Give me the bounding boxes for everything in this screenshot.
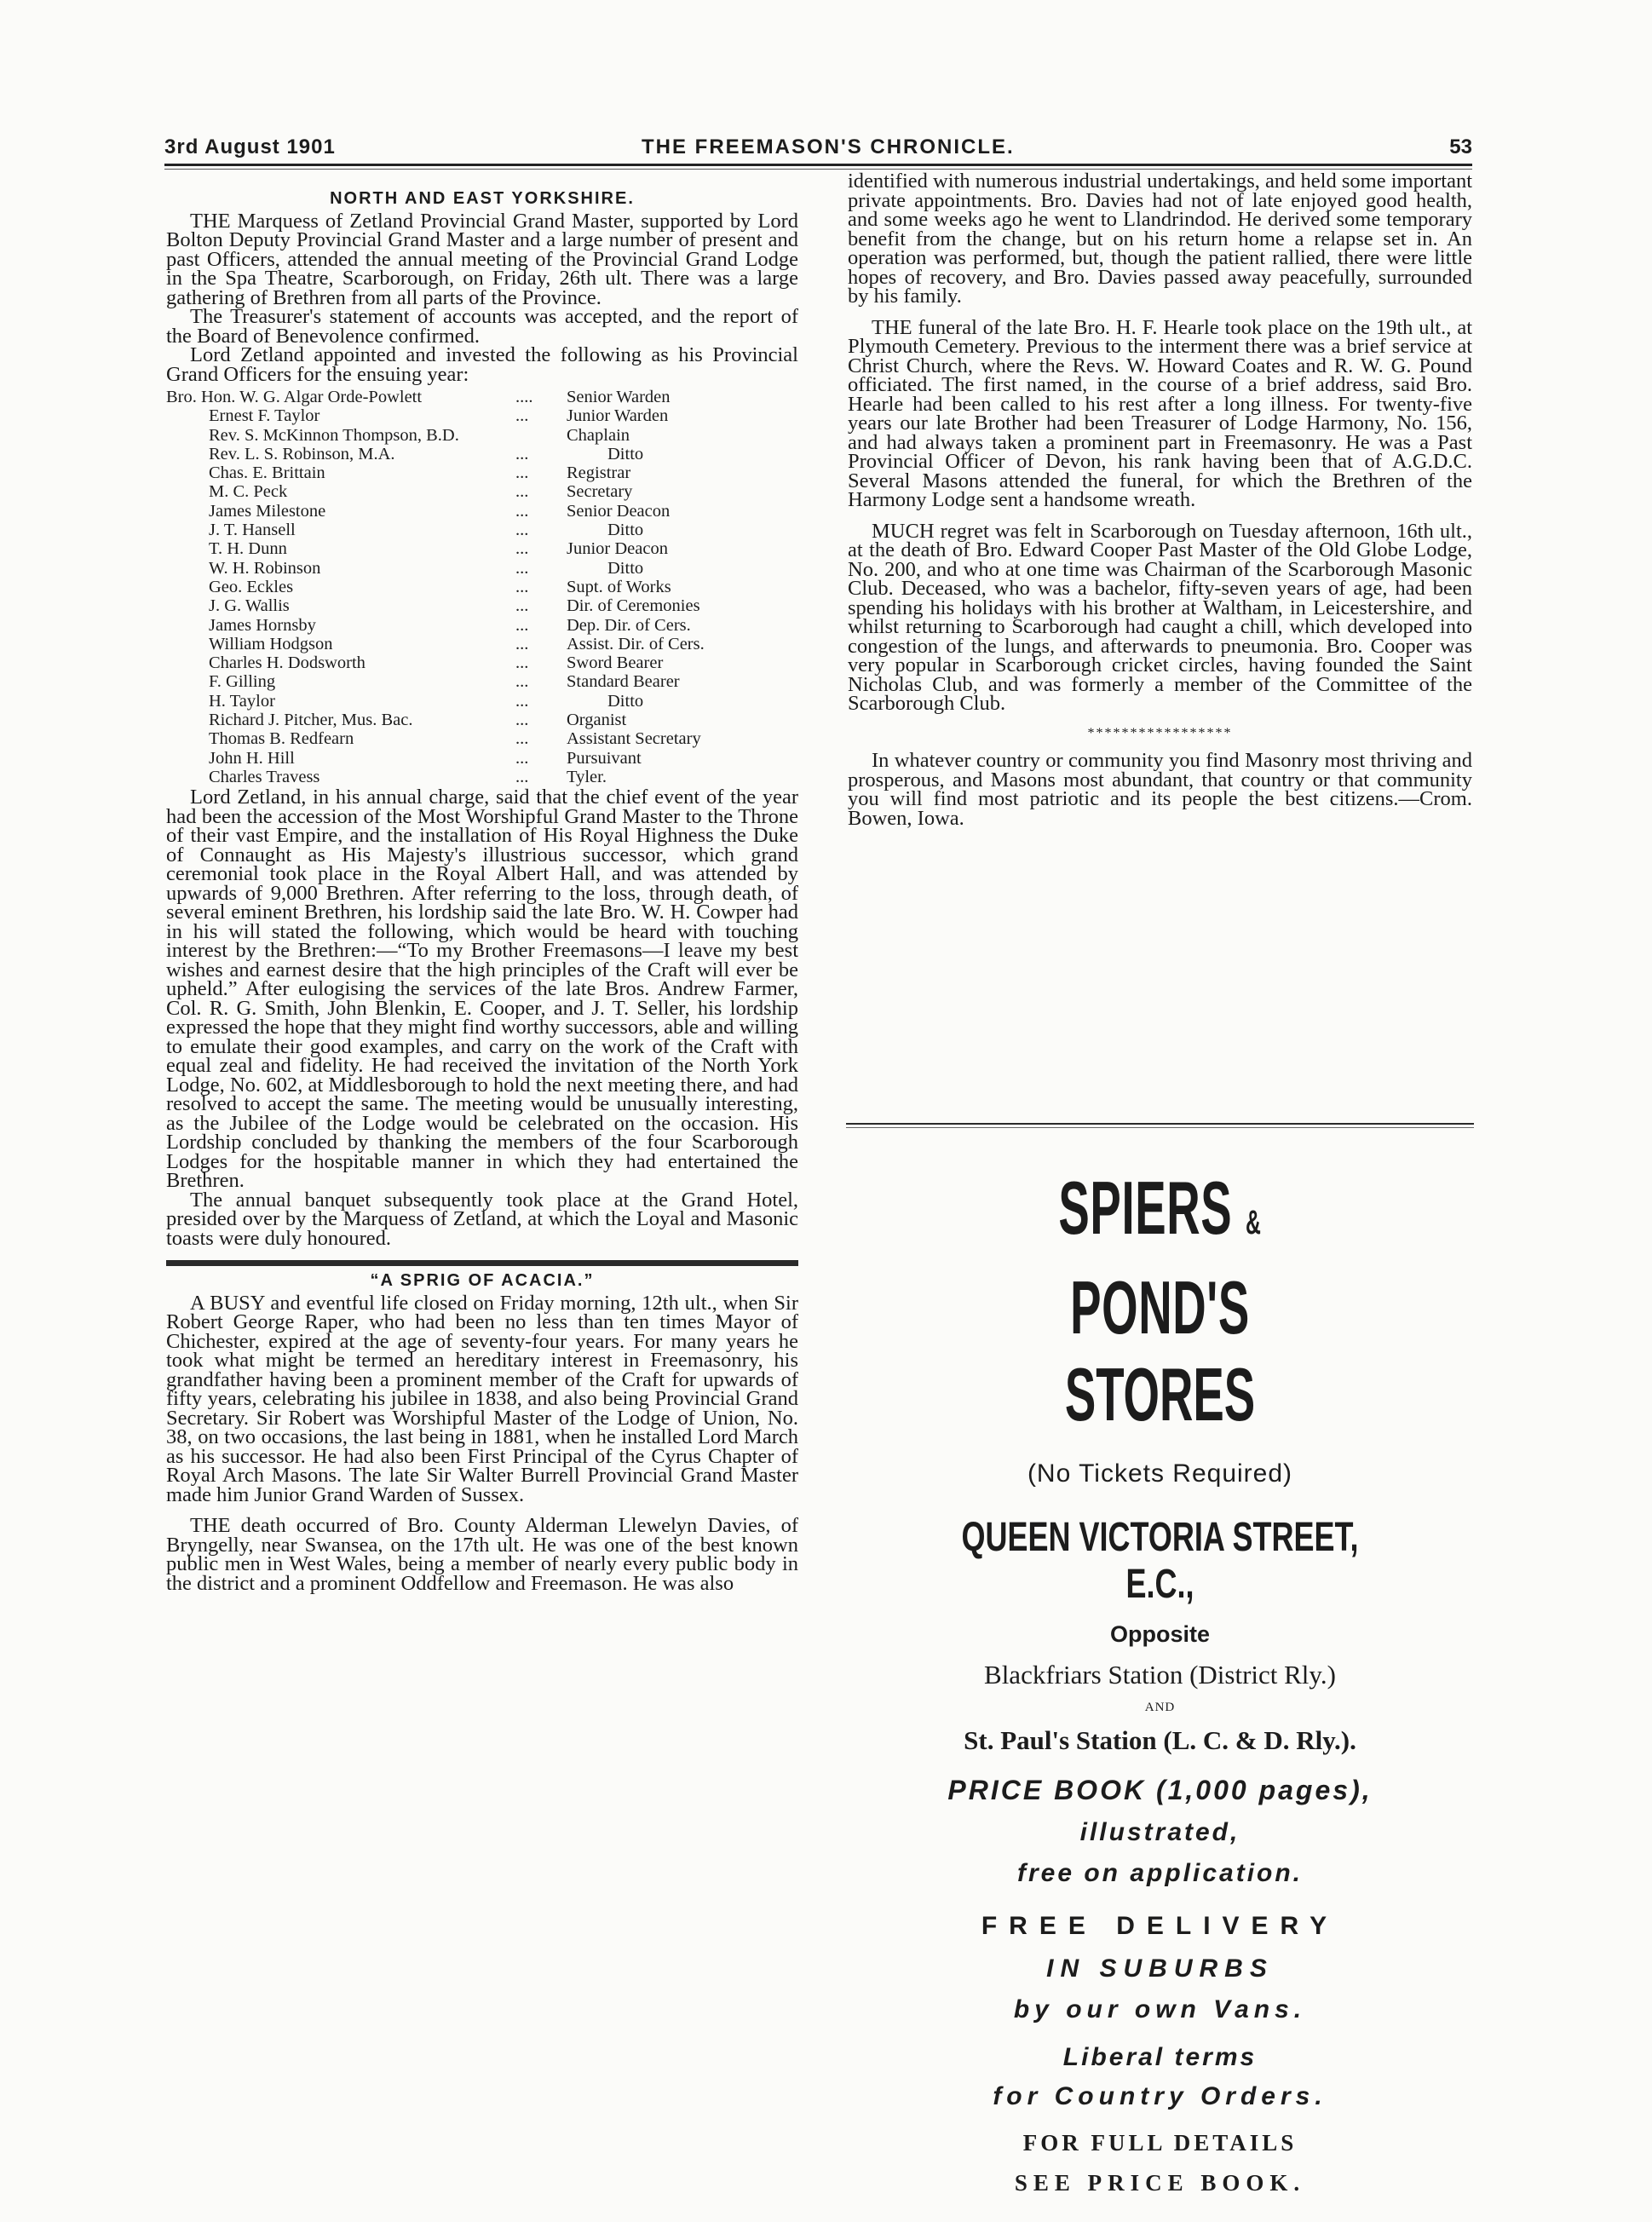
officer-dots: .... — [515, 388, 533, 406]
advert-brand: SPIERS & POND'S — [1058, 1166, 1262, 1350]
advert-rule — [846, 1123, 1474, 1125]
officer-name: Rev. S. McKinnon Thompson, B.D. — [209, 425, 459, 445]
officer-dots: ... — [515, 711, 529, 730]
advert-line: illustrated, — [1079, 1818, 1240, 1846]
left-column — [166, 189, 798, 1593]
issue-date: 3rd August 1901 — [164, 135, 336, 158]
officer-rank: Senior Deacon — [567, 501, 671, 521]
paragraph: THE death occurred of Bro. County Alderman Llewelyn Davies, of Bryngelly, near Swansea, on the 17th ult. He was one of the best known public men in West Wales, being a member of nearly every public body in the district and a prominent Oddfellow and Freemason. He was also — [166, 1514, 798, 1595]
officer-row — [166, 729, 798, 748]
officer-name: J. G. Wallis — [209, 596, 290, 616]
officer-name: Charles H. Dodsworth — [209, 653, 366, 673]
officer-row — [166, 672, 798, 691]
officer-row — [166, 692, 798, 711]
advert-line: for Country Orders. — [993, 2082, 1327, 2110]
officer-name: James Hornsby — [209, 615, 316, 635]
officer-row — [166, 653, 798, 672]
advert-line: FOR FULL DETAILS — [1022, 2130, 1298, 2156]
officer-row — [166, 445, 798, 463]
officer-dots: ... — [515, 729, 529, 749]
officer-row — [166, 463, 798, 482]
paragraph: The annual banquet subsequently took place at the Grand Hotel, presided over by the Marquess of Zetland, at which the Loyal and Masonic toasts were duly honoured. — [166, 1188, 798, 1250]
officer-row — [166, 635, 798, 653]
officer-rank: Junior Warden — [567, 406, 669, 426]
officer-rank: Supt. of Works — [567, 577, 671, 596]
officer-rank: Organist — [567, 711, 627, 730]
paragraph: Lord Zetland appointed and invested the following as his Provincial Grand Officers for the ensuing year: — [166, 343, 798, 386]
paragraph: Lord Zetland, in his annual charge, said that the chief event of the year had been the accession of the Most Worshipful Grand Master to the Throne of their vast Empire, and the installation of His Royal Highness the Duke of Connaught as His Majesty's illustrious successor, which grand ceremonial took place in the Royal Albert Hall, and was attended by upwards of 9,000 Brethren. After referring to the loss, through death, of several eminent Brethren, his lordship said the late Bro. W. H. Cowper had in his will stated the following, which would be heard with touching interest by the Brethren:—“To my Brother Freemasons—I leave my best wishes and earnest desire that the high principles of the Craft will ever be upheld.” After eulogising the services of the late Bros. Andrew Farmer, Col. R. G. Smith, John Blenkin, E. Cooper, and J. T. Seller, his lordship expressed the hope that they might find worthy successors, able and willing to emulate their good examples, and carry on the work of the Craft with equal zeal and fidelity. He had received the invitation of the North York Lodge, No. 602, at Middlesborough to hold the next meeting there, and had resolved to accept the same. The meeting would be unusually interesting, as the Jubilee of the Lodge would be celebrated on the occasion. His Lordship concluded by thanking the members of the four Scarborough Lodges for the hospitable manner in which they had entertained the Brethren. — [166, 786, 798, 1193]
officer-row — [166, 388, 798, 406]
page-number: 53 — [1449, 135, 1472, 158]
officer-rank: Ditto — [607, 521, 644, 540]
officer-row — [166, 426, 798, 445]
advert-line: FREE DELIVERY — [981, 1912, 1339, 1940]
advert-line: AND — [1144, 1701, 1176, 1714]
paragraph: THE Marquess of Zetland Provincial Grand Master, supported by Lord Bolton Deputy Provincial Grand Master and a large number of present and past Officers, attended the annual meeting of the Provincial Grand Lodge in the Spa Theatre, Scarborough, on Friday, 26th ult. There was a large gathering of Brethren from all parts of the Province. — [166, 209, 798, 309]
officer-rank: Ditto — [607, 691, 644, 711]
advert-line: free on application. — [1016, 1859, 1304, 1887]
officer-rank: Dir. of Ceremonies — [567, 596, 700, 616]
advert-line: (No Tickets Required) — [1027, 1459, 1293, 1488]
section-heading-north-east: NORTH AND EAST YORKSHIRE. — [330, 189, 635, 208]
advert-address: QUEEN VICTORIA STREET, E.C., — [961, 1515, 1359, 1607]
officer-name: John H. Hill — [209, 748, 295, 768]
paragraph: A BUSY and eventful life closed on Friday morning, 12th ult., when Sir Robert George Raper, who had been no less than ten times Mayor of Chichester, expired at the age of seventy-four years. For many years he took what might be termed an hereditary interest in Freemasonry, his grandfather having been a prominent member of the Craft for upwards of fifty years, celebrating his jubilee in 1838, and also being Provincial Grand Secretary. Sir Robert was Worshipful Master of the Lodge of Union, No. 38, on two occasions, the last being in 1881, when he installed Lord March as his successor. He had also been First Principal of the Cyrus Chapter of Royal Arch Masons. The late Sir Walter Burrell Provincial Grand Master made him Junior Grand Warden of Sussex. — [166, 1291, 798, 1506]
officer-rank: Sword Bearer — [567, 653, 664, 673]
officer-rank: Senior Warden — [567, 388, 671, 406]
officer-rank: Standard Bearer — [567, 672, 680, 692]
officer-name: M. C. Peck — [209, 482, 288, 502]
advert-line: PRICE BOOK (1,000 pages), — [947, 1775, 1373, 1805]
header-rule — [164, 164, 1472, 166]
paragraph: identified with numerous industrial undertakings, and held some important private appointments. Bro. Davies had not of late enjoyed good health, and some weeks ago he went to Llandrindod. He derived some temporary benefit from the change, but on his return home a relapse set in. An operation was performed, but, though the patient rallied, there were little hopes of recovery, and Bro. Davies passed away peacefully, surrounded by his family. — [848, 170, 1472, 308]
officer-dots: ... — [515, 577, 529, 596]
officer-dots: ... — [515, 672, 529, 692]
officer-row — [166, 539, 798, 558]
officer-rank: Secretary — [567, 482, 633, 502]
officer-rank: Ditto — [607, 558, 644, 578]
officer-dots: ... — [515, 558, 529, 578]
advert-line: by our own Vans. — [1013, 1995, 1307, 2023]
officer-rank: Assist. Dir. of Cers. — [567, 634, 705, 653]
officer-row — [166, 406, 798, 425]
officer-name: H. Taylor — [209, 691, 275, 711]
officer-row — [166, 502, 798, 521]
advert-line: Blackfriars Station (District Rly.) — [984, 1660, 1336, 1690]
officer-name: James Milestone — [209, 501, 326, 521]
officer-rank: Junior Deacon — [567, 539, 668, 559]
officer-row — [166, 521, 798, 539]
officer-dots: ... — [515, 482, 529, 502]
officer-dots: ... — [515, 501, 529, 521]
officer-name: Charles Travess — [209, 767, 320, 786]
officer-name: Ernest F. Taylor — [209, 406, 320, 426]
paragraph: THE funeral of the late Bro. H. F. Hearle took place on the 19th ult., at Plymouth Cemetery. Previous to the interment there was a brief service at Christ Church, where the Revs. W. Howard Coates and R. W. G. Pound officiated. The first named, in the course of a brief address, said Bro. Hearle had been called to his rest after a long illness. For twenty-five years our late Brother had been Treasurer of Lodge Harmony, No. 156, and had always taken a prominent part in Freemasonry. He was a Past Provincial Officer of Devon, his rank having been that of A.G.D.C. Several Masons attended the funeral, for which the Brethren of the Harmony Lodge sent a handsome wreath. — [848, 315, 1472, 511]
officer-dots: ... — [515, 444, 529, 463]
officer-dots — [515, 426, 567, 445]
officer-dots: ... — [515, 634, 529, 653]
officer-rank: Ditto — [607, 444, 644, 463]
spiers-pond-advertisement — [846, 1150, 1474, 2196]
officer-name: Geo. Eckles — [209, 577, 294, 596]
officer-dots: ... — [515, 767, 529, 786]
advert-line: Opposite — [1109, 1621, 1210, 1647]
advert-line: St. Paul's Station (L. C. & D. Rly.). — [964, 1725, 1356, 1755]
paragraph: In whatever country or community you find Masonry most thriving and prosperous, and Masons most abundant, that country or that community you will find most patriotic and its people the best citizens.—Crom. Bowen, Iowa. — [848, 749, 1472, 830]
officer-name: Bro. Hon. W. G. Algar Orde-Powlett — [166, 388, 423, 406]
officer-name: T. H. Dunn — [209, 539, 287, 559]
officer-dots: ... — [515, 653, 529, 673]
advert-rule-thin — [846, 1127, 1474, 1128]
officer-dots: ... — [515, 521, 529, 540]
right-column — [848, 172, 1472, 828]
officer-row — [166, 616, 798, 635]
officer-dots: ... — [515, 691, 529, 711]
section-heading-acacia: “A SPRIG OF ACACIA.” — [370, 1271, 595, 1291]
paragraph: MUCH regret was felt in Scarborough on Tuesday afternoon, 16th ult., at the death of Bro. Edward Cooper Past Master of the Old Globe Lodge, No. 200, and who at one time was Chairman of the Scarborough Masonic Club. Deceased, who was a bachelor, fifty-seven years of age, had been spending his holidays with his brother at Waltham, in Leicestershire, and whilst returning to Scarborough had caught a chill, which developed into congestion of the lungs, and afterwards to pneumonia. Bro. Cooper was very popular in Scarborough cricket circles, having founded the Saint Nicholas Club, and was formerly a member of the Committee of the Scarborough Club. — [848, 519, 1472, 715]
officer-name: Rev. L. S. Robinson, M.A. — [209, 444, 395, 463]
officer-row — [166, 749, 798, 768]
officer-name: F. Gilling — [209, 672, 276, 692]
officer-row — [166, 768, 798, 786]
officer-rank: Registrar — [567, 463, 631, 483]
officer-name: W. H. Robinson — [209, 558, 321, 578]
officer-name: Chas. E. Brittain — [209, 463, 325, 483]
officer-dots: ... — [515, 748, 529, 768]
officer-name: J. T. Hansell — [209, 521, 296, 540]
officer-dots: ... — [515, 596, 529, 616]
officer-row — [166, 578, 798, 596]
officer-name: William Hodgson — [209, 634, 333, 653]
officer-rank: Assistant Secretary — [567, 729, 701, 749]
officer-row — [166, 482, 798, 501]
officer-rank: Pursuivant — [567, 748, 642, 768]
section-divider — [166, 1260, 798, 1266]
officer-row — [166, 711, 798, 729]
officer-row — [166, 596, 798, 615]
officer-dots: ... — [515, 539, 529, 559]
paragraph: The Treasurer's statement of accounts was accepted, and the report of the Board of Benevolence confirmed. — [166, 305, 798, 348]
star-divider: ***************** — [1087, 725, 1233, 740]
officer-dots: ... — [515, 406, 529, 426]
officer-dots: ... — [515, 463, 529, 483]
advert-stores: STORES — [1064, 1352, 1256, 1436]
advert-line: SEE PRICE BOOK. — [1014, 2170, 1306, 2196]
officer-dots: ... — [515, 615, 529, 635]
officers-list — [166, 388, 798, 786]
officer-rank: Tyler. — [567, 767, 607, 786]
publication-title: THE FREEMASON'S CHRONICLE. — [642, 135, 1015, 158]
officer-row — [166, 559, 798, 578]
page-header — [164, 132, 1472, 166]
officer-rank: Chaplain — [567, 425, 630, 445]
advert-line: Liberal terms — [1062, 2043, 1258, 2071]
advert-line: IN SUBURBS — [1046, 1954, 1274, 1983]
officer-name: Richard J. Pitcher, Mus. Bac. — [209, 711, 413, 730]
officer-name: Thomas B. Redfearn — [209, 729, 354, 749]
officer-rank: Dep. Dir. of Cers. — [567, 615, 691, 635]
